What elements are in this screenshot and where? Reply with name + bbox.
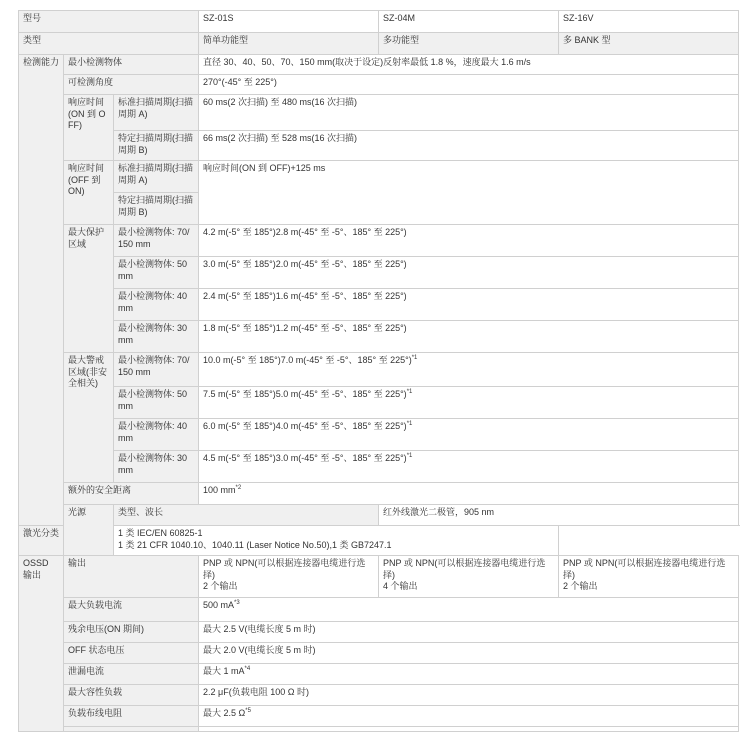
type-sz-16v: 多 BANK 型 [559, 33, 739, 55]
warning-row-label: 最小检测物体: 70/150 mm [114, 353, 199, 387]
max-protect-label: 最大保护区域 [64, 225, 114, 353]
footnote-mark: *1 [406, 421, 413, 427]
output-type-text: PNP 或 NPN(可以根据连接器电缆进行选择) [383, 558, 546, 580]
protect-row-value: 2.4 m(-5° 至 185°)1.6 m(-45° 至 -5°、185° 至 225°) [199, 289, 739, 321]
table-row [19, 289, 739, 321]
light-type-label: 类型、波长 [114, 505, 379, 526]
extra-dist-value [199, 483, 739, 505]
table-row [19, 419, 739, 451]
footnote-mark: *3 [234, 600, 240, 606]
table-row [19, 643, 739, 664]
footnote-mark: *4 [244, 666, 251, 672]
warning-row-text: 10.0 m(-5° 至 185°)7.0 m(-45° 至 -5°、185° 至 225°) [203, 355, 412, 365]
residual-value: 最大 2.5 V(电缆长度 5 m 时) [199, 622, 739, 643]
spec-table [18, 10, 739, 732]
footnote-mark: *2 [235, 485, 242, 491]
extra-dist-text: 100 mm [203, 485, 236, 495]
max-warning-label: 最大警戒区域(非安全相关) [64, 353, 114, 483]
output-value [199, 556, 379, 598]
warning-row-value [199, 353, 739, 387]
footnote-mark: *1 [406, 453, 413, 459]
table-row [19, 685, 739, 706]
protect-row-value: 1.8 m(-5° 至 185°)1.2 m(-45° 至 -5°、185° 至 225°) [199, 321, 739, 353]
table-row [19, 598, 739, 622]
table-row [19, 225, 739, 257]
footnote-mark: *1 [406, 389, 413, 395]
laser-class-value [114, 526, 559, 556]
min-object-label: 最小检测物体 [64, 55, 199, 75]
min-object-value: 直径 30、40、50、70、150 mm(取决于设定)反射率最低 1.8 %，速度最大 1.6 m/s [199, 55, 739, 75]
table-row [19, 75, 739, 95]
resp-off-on-label: 响应时间(OFF 到 ON) [64, 161, 114, 225]
table-row [19, 11, 739, 33]
output-value [559, 556, 739, 598]
detection-group-label: 检测能力 [19, 55, 64, 526]
wire-resistance-label: 负载布线电阻 [64, 706, 199, 727]
max-load-text: 500 mA [203, 600, 235, 610]
table-row [19, 622, 739, 643]
laser-class-label: 激光分类 [19, 526, 114, 556]
output-type-text: PNP 或 NPN(可以根据连接器电缆进行选择) [563, 558, 726, 580]
protect-row-label: 最小检测物体: 70/150 mm [114, 225, 199, 257]
table-row [19, 451, 739, 483]
protect-row-label: 最小检测物体: 30 mm [114, 321, 199, 353]
protect-row-value: 3.0 m(-5° 至 185°)2.0 m(-45° 至 -5°、185° 至 225°) [199, 257, 739, 289]
warning-row-text: 7.5 m(-5° 至 185°)5.0 m(-45° 至 -5°、185° 至 225°) [203, 389, 407, 399]
table-row [19, 131, 739, 161]
table-row [19, 353, 739, 387]
laser-class-line: 1 类 IEC/EN 60825-1 [118, 528, 203, 538]
model-label: 型号 [19, 11, 199, 33]
warning-row-label: 最小检测物体: 30 mm [114, 451, 199, 483]
wire-resistance-value [199, 706, 739, 727]
output-type-text: PNP 或 NPN(可以根据连接器电缆进行选择) [203, 558, 366, 580]
table-row [19, 95, 739, 131]
warning-row-value [199, 387, 739, 419]
table-row [19, 505, 739, 526]
table-row [19, 664, 739, 685]
table-row [19, 257, 739, 289]
laser-class-line: 1 类 21 CFR 1040.10、1040.11 (Laser Notice No.50),1 类 GB7247.1 [118, 539, 392, 550]
std-scan-label-2: 标准扫描周期(扫描周期 A) [114, 161, 199, 193]
protect-row-value: 4.2 m(-5° 至 185°)2.8 m(-45° 至 -5°、185° 至 225°) [199, 225, 739, 257]
table-row [19, 387, 739, 419]
footnote-mark: *1 [411, 355, 418, 361]
resp-off-on-value: 响应时间(ON 到 OFF)+125 ms [199, 161, 739, 225]
output-value [379, 556, 559, 598]
model-sz-16v: SZ-16V [559, 11, 739, 33]
model-sz-04m: SZ-04M [379, 11, 559, 33]
cap-load-label: 最大容性负载 [64, 685, 199, 706]
warning-row-text: 6.0 m(-5° 至 185°)4.0 m(-45° 至 -5°、185° 至 225°) [203, 421, 407, 431]
footnote-mark: *5 [245, 708, 251, 714]
std-scan-value: 60 ms(2 次扫描) 至 480 ms(16 次扫描) [199, 95, 739, 131]
std-scan-label: 标准扫描周期(扫描周期 A) [114, 95, 199, 131]
ossd-group-label: OSSD 输出 [19, 556, 64, 732]
leak-current-text: 最大 1 mA [203, 666, 245, 676]
output-count: 4 个输出 [383, 581, 418, 591]
special-scan-label-2: 特定扫描周期(扫描周期 B) [114, 193, 199, 225]
spacer-cell [64, 727, 199, 732]
off-voltage-label: OFF 状态电压 [64, 643, 199, 664]
light-group-label: 光源 [64, 505, 114, 556]
warning-row-value [199, 451, 739, 483]
max-load-value [199, 598, 739, 622]
residual-label: 残余电压(ON 期间) [64, 622, 199, 643]
protect-row-label: 最小检测物体: 50 mm [114, 257, 199, 289]
warning-row-value [199, 419, 739, 451]
table-row [19, 321, 739, 353]
table-row [19, 706, 739, 727]
max-load-label: 最大负载电流 [64, 598, 199, 622]
protect-row-label: 最小检测物体: 40 mm [114, 289, 199, 321]
table-row [19, 727, 739, 732]
special-scan-value: 66 ms(2 次扫描) 至 528 ms(16 次扫描) [199, 131, 739, 161]
table-row [19, 161, 739, 193]
extra-dist-label: 额外的安全距离 [64, 483, 199, 505]
output-count: 2 个输出 [563, 581, 598, 591]
warning-row-label: 最小检测物体: 40 mm [114, 419, 199, 451]
warning-row-text: 4.5 m(-5° 至 185°)3.0 m(-45° 至 -5°、185° 至 225°) [203, 453, 407, 463]
table-row [19, 55, 739, 75]
table-row [19, 33, 739, 55]
type-sz-01s: 简单功能型 [199, 33, 379, 55]
off-voltage-value: 最大 2.0 V(电缆长度 5 m 时) [199, 643, 739, 664]
leak-current-value [199, 664, 739, 685]
model-sz-01s: SZ-01S [199, 11, 379, 33]
resp-on-off-label: 响应时间(ON 到 OFF) [64, 95, 114, 161]
table-row [19, 483, 739, 505]
leak-current-label: 泄漏电流 [64, 664, 199, 685]
table-row [19, 526, 739, 556]
warning-row-label: 最小检测物体: 50 mm [114, 387, 199, 419]
output-label: 输出 [64, 556, 199, 598]
table-row [19, 556, 739, 598]
angle-label: 可检测角度 [64, 75, 199, 95]
cap-load-value: 2.2 μF(负载电阻 100 Ω 时) [199, 685, 739, 706]
light-type-value: 红外线激光二极管，905 nm [379, 505, 739, 526]
type-label: 类型 [19, 33, 199, 55]
type-sz-04m: 多功能型 [379, 33, 559, 55]
wire-resistance-text: 最大 2.5 Ω [203, 708, 246, 718]
special-scan-label: 特定扫描周期(扫描周期 B) [114, 131, 199, 161]
spacer-cell [199, 727, 739, 732]
output-count: 2 个输出 [203, 581, 238, 591]
angle-value: 270°(-45° 至 225°) [199, 75, 739, 95]
